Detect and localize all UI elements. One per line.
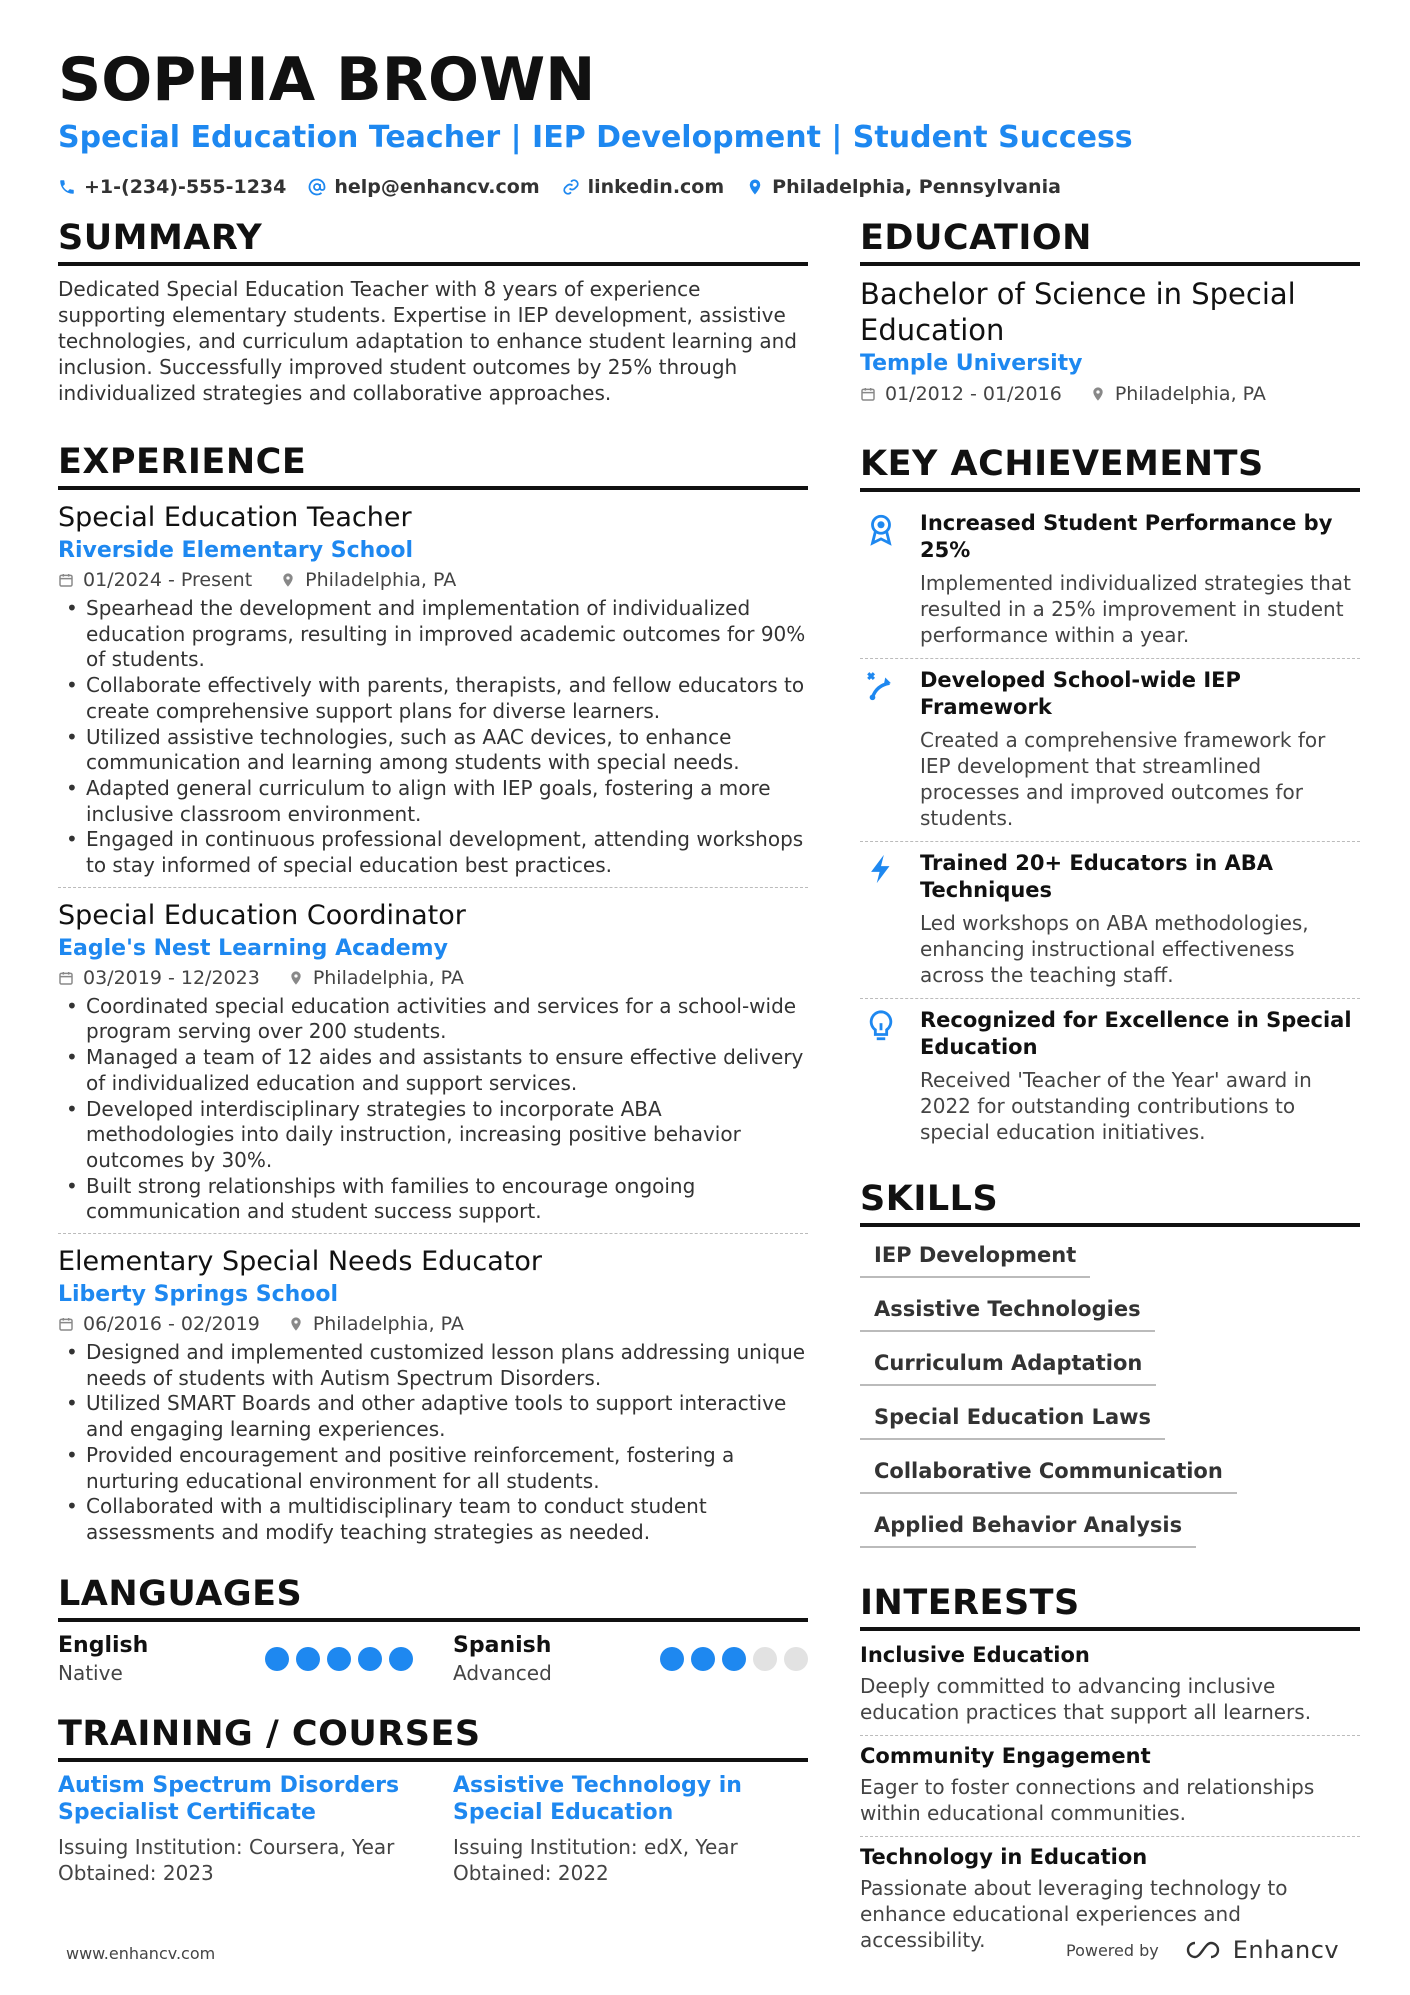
- achievements-heading: KEY ACHIEVEMENTS: [860, 442, 1360, 492]
- lightbulb-icon: [864, 1009, 898, 1043]
- achievement-title: Recognized for Excellence in Special Education: [920, 1008, 1352, 1059]
- languages-heading: LANGUAGES: [58, 1572, 808, 1622]
- calendar-icon: [58, 1316, 74, 1332]
- phone-text: +1-(234)-555-1234: [84, 176, 287, 198]
- footer-branding: [1066, 1936, 1339, 1964]
- map-pin-icon: [288, 970, 304, 986]
- language-name: English: [58, 1632, 149, 1658]
- education-location: Philadelphia, PA: [1114, 383, 1266, 405]
- award-ribbon-icon: [864, 512, 898, 546]
- skill-tag: Applied Behavior Analysis: [860, 1507, 1196, 1548]
- at-sign-icon: [308, 178, 326, 196]
- map-pin-icon: [280, 572, 296, 588]
- candidate-name: SOPHIA BROWN: [58, 45, 596, 115]
- education-degree: Bachelor of Science in Special Education: [860, 277, 1296, 347]
- bullet-item: • Utilized SMART Boards and other adaptive tools to support interactive and engaging learning experiences.: [58, 1391, 808, 1442]
- interests-heading: INTERESTS: [860, 1581, 1360, 1631]
- bullet-item: • Collaborate effectively with parents, therapists, and fellow educators to create comprehensive support plans for diverse learners.: [58, 673, 808, 724]
- skill-tag: Collaborative Communication: [860, 1453, 1237, 1494]
- achievements-section: [860, 442, 1360, 1155]
- bullet-item: • Provided encouragement and positive reinforcement, fostering a nurturing educational environment for all students.: [58, 1443, 808, 1494]
- courses-list: [58, 1772, 808, 1886]
- job-bullets: [58, 596, 808, 879]
- language-item: [58, 1632, 413, 1686]
- map-pin-icon: [1090, 386, 1106, 402]
- job-role: Special Education Coordinator: [58, 899, 466, 931]
- contact-bar: [58, 176, 1358, 198]
- language-level: Native: [58, 1660, 123, 1685]
- left-column: [58, 216, 808, 1886]
- achievement-item: [860, 842, 1360, 999]
- interest-title: Inclusive Education: [860, 1643, 1090, 1667]
- skills-section: [860, 1177, 1360, 1561]
- bullet-item: • Managed a team of 12 aides and assistants to ensure effective delivery of individualized education and support services.: [58, 1045, 808, 1096]
- achievement-desc: Implemented individualized strategies that resulted in a 25% improvement in student performance within a year.: [920, 571, 1351, 647]
- enhancv-logo-icon: [1181, 1939, 1225, 1961]
- contact-location: [746, 176, 1061, 198]
- languages-list: [58, 1632, 808, 1686]
- interest-title: Technology in Education: [860, 1845, 1148, 1869]
- interest-desc: Eager to foster connections and relationships within educational communities.: [860, 1775, 1315, 1825]
- contact-email[interactable]: [308, 176, 539, 198]
- course-desc: Issuing Institution: edX, Year Obtained: 2022: [453, 1834, 738, 1885]
- summary-section: [58, 216, 808, 406]
- rating-dot-filled: [265, 1647, 289, 1671]
- training-heading: TRAINING / COURSES: [58, 1712, 808, 1762]
- job-location: Philadelphia, PA: [312, 966, 464, 989]
- course-title: Assistive Technology in Special Education: [453, 1772, 742, 1825]
- job-bullets: [58, 1340, 808, 1546]
- job-entry: [58, 500, 808, 888]
- contact-linkedin[interactable]: [562, 176, 725, 198]
- interest-item: [860, 1742, 1360, 1837]
- resume-header: [58, 44, 1358, 198]
- rating-dot-filled: [327, 1647, 351, 1671]
- calendar-icon: [860, 386, 876, 402]
- bullet-item: • Engaged in continuous professional development, attending workshops to stay informed of special education best practices.: [58, 827, 808, 878]
- job-meta: [58, 1310, 808, 1338]
- calendar-icon: [58, 970, 74, 986]
- bullet-item: • Collaborated with a multidisciplinary team to conduct student assessments and modify teaching strategies as needed.: [58, 1494, 808, 1545]
- bullet-item: • Coordinated special education activities and services for a school-wide program serving over 200 students.: [58, 994, 808, 1045]
- rating-dot-filled: [660, 1647, 684, 1671]
- achievement-desc: Created a comprehensive framework for IEP development that streamlined processes and improved outcomes for students.: [920, 728, 1326, 830]
- skill-tag: IEP Development: [860, 1237, 1090, 1278]
- skill-tag: Special Education Laws: [860, 1399, 1165, 1440]
- rating-dot-filled: [358, 1647, 382, 1671]
- bullet-item: • Designed and implemented customized lesson plans addressing unique needs of students with Autism Spectrum Disorders.: [58, 1340, 808, 1391]
- course-title: Autism Spectrum Disorders Specialist Certificate: [58, 1772, 400, 1825]
- bullet-item: • Spearhead the development and implementation of individualized education programs, resulting in improved academic outcomes for 90% of students.: [58, 596, 808, 673]
- training-section: [58, 1712, 808, 1886]
- rating-dot-empty: [753, 1647, 777, 1671]
- location-text: Philadelphia, Pennsylvania: [772, 176, 1061, 198]
- rating-dot-empty: [784, 1647, 808, 1671]
- interest-item: [860, 1641, 1360, 1736]
- language-name: Spanish: [453, 1632, 552, 1658]
- job-company: Riverside Elementary School: [58, 538, 414, 563]
- interests-section: [860, 1581, 1360, 1963]
- achievement-title: Trained 20+ Educators in ABA Techniques: [920, 851, 1273, 902]
- job-dates: 03/2019 - 12/2023: [83, 966, 260, 989]
- candidate-title: Special Education Teacher | IEP Development | Student Success: [58, 120, 1133, 155]
- job-role: Special Education Teacher: [58, 502, 412, 533]
- job-dates: 06/2016 - 02/2019: [83, 1313, 260, 1336]
- interest-title: Community Engagement: [860, 1744, 1151, 1768]
- experience-section: [58, 440, 808, 1554]
- achievement-desc: Led workshops on ABA methodologies, enhancing instructional effectiveness across the teaching staff.: [920, 911, 1309, 987]
- job-company: Liberty Springs School: [58, 1282, 339, 1308]
- education-section: [860, 216, 1360, 408]
- calendar-icon: [58, 572, 74, 588]
- brand-name: Enhancv: [1232, 1936, 1340, 1964]
- summary-heading: SUMMARY: [58, 216, 808, 266]
- job-location: Philadelphia, PA: [312, 1313, 464, 1336]
- map-pin-icon: [746, 178, 764, 196]
- achievement-item: [860, 502, 1360, 659]
- language-rating: [660, 1647, 808, 1671]
- rating-dot-filled: [722, 1647, 746, 1671]
- course-item: [453, 1772, 808, 1886]
- bullet-item: • Adapted general curriculum to align with IEP goals, fostering a more inclusive classroom environment.: [58, 776, 808, 827]
- brand-logo[interactable]: [1181, 1936, 1339, 1964]
- achievement-title: Increased Student Performance by 25%: [920, 511, 1333, 562]
- job-location: Philadelphia, PA: [305, 569, 457, 591]
- language-item: [453, 1632, 808, 1686]
- education-heading: EDUCATION: [860, 216, 1360, 266]
- bullet-item: • Built strong relationships with families to encourage ongoing communication and student success support.: [58, 1174, 808, 1225]
- language-level: Advanced: [453, 1660, 552, 1685]
- course-item: [58, 1772, 413, 1886]
- summary-text: Dedicated Special Education Teacher with 8 years of experience supporting elementary students. Expertise in IEP development, assistive technologies, and curriculum adaptation to enhance student learning and inclusion. Successfully improved student outcomes by 25% through individualized strategies and collaborative approaches.: [58, 277, 798, 405]
- rating-dot-filled: [296, 1647, 320, 1671]
- language-rating: [265, 1647, 413, 1671]
- bullet-item: • Developed interdisciplinary strategies to incorporate ABA methodologies into daily instruction, increasing positive behavior outcomes by 30%.: [58, 1097, 808, 1174]
- strategy-path-icon: [864, 669, 898, 703]
- job-company: Eagle's Nest Learning Academy: [58, 935, 448, 961]
- skills-list: [860, 1237, 1360, 1561]
- skill-tag: Curriculum Adaptation: [860, 1345, 1156, 1386]
- job-meta: [58, 566, 808, 594]
- rating-dot-filled: [691, 1647, 715, 1671]
- experience-heading: EXPERIENCE: [58, 440, 808, 490]
- education-dates: 01/2012 - 01/2016: [885, 383, 1062, 405]
- linkedin-text: linkedin.com: [587, 176, 725, 198]
- right-column: [860, 216, 1360, 1969]
- job-meta: [58, 964, 808, 992]
- achievement-item: [860, 659, 1360, 842]
- powered-by-text: Powered by: [1066, 1940, 1159, 1960]
- languages-section: [58, 1572, 808, 1686]
- skills-heading: SKILLS: [860, 1177, 1360, 1227]
- job-entry: [58, 898, 808, 1234]
- email-text: help@enhancv.com: [334, 176, 540, 198]
- achievement-item: [860, 999, 1360, 1155]
- rating-dot-filled: [389, 1647, 413, 1671]
- contact-phone[interactable]: [58, 176, 286, 198]
- job-bullets: [58, 994, 808, 1225]
- bullet-item: • Utilized assistive technologies, such as AAC devices, to enhance communication and learning among students with special needs.: [58, 725, 808, 776]
- link-icon: [562, 178, 580, 196]
- footer-website[interactable]: www.enhancv.com: [66, 1944, 216, 1963]
- interest-desc: Deeply committed to advancing inclusive education practices that support all learners.: [860, 1674, 1312, 1724]
- education-school: Temple University: [860, 351, 1083, 376]
- education-meta: [860, 380, 1360, 408]
- job-dates: 01/2024 - Present: [83, 569, 253, 591]
- skill-tag: Assistive Technologies: [860, 1291, 1155, 1332]
- phone-icon: [58, 178, 76, 196]
- map-pin-icon: [288, 1316, 304, 1332]
- job-entry: [58, 1244, 808, 1554]
- interest-desc: Passionate about leveraging technology to enhance educational experiences and accessibility.: [860, 1876, 1288, 1952]
- course-desc: Issuing Institution: Coursera, Year Obtained: 2023: [58, 1834, 395, 1885]
- achievement-title: Developed School-wide IEP Framework: [920, 668, 1241, 719]
- lightning-bolt-icon: [864, 852, 898, 886]
- job-role: Elementary Special Needs Educator: [58, 1246, 542, 1278]
- achievement-desc: Received 'Teacher of the Year' award in 2022 for outstanding contributions to special education initiatives.: [920, 1068, 1312, 1144]
